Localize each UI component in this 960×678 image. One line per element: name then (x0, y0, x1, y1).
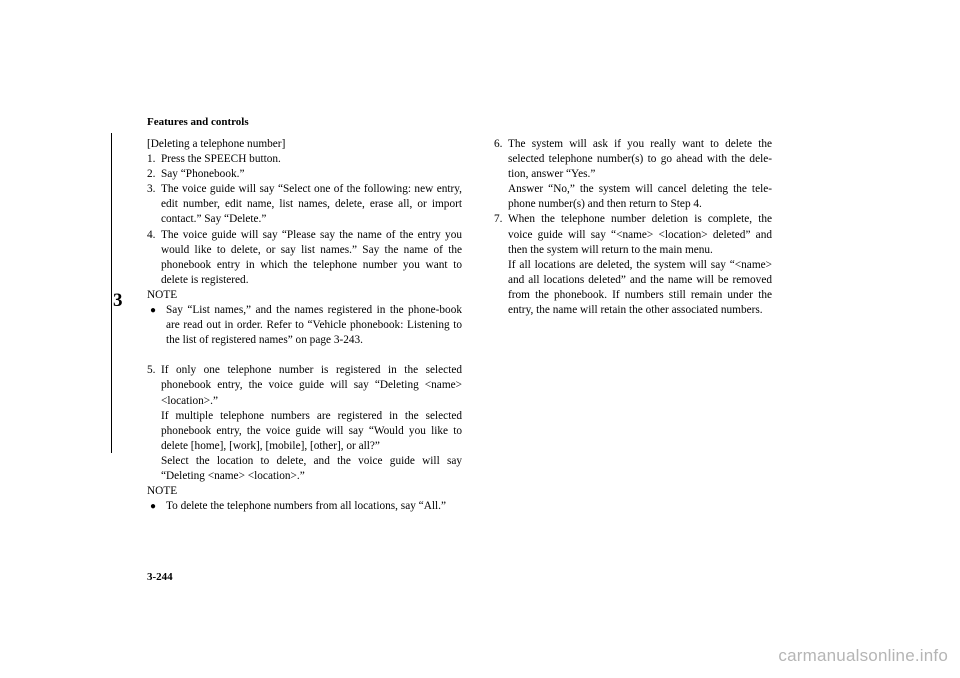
step-number: 2. (147, 168, 156, 181)
step-text: The voice guide will say “Select one of the following: new entry, edit number, edit name, list names, delete, erase all, or import contact.” Say “Delete.” (161, 183, 462, 226)
bullet-icon: ● (150, 501, 157, 513)
bullet-icon: ● (150, 305, 157, 317)
chapter-tab-rule (111, 133, 112, 453)
step-number: 5. (147, 364, 156, 377)
left-column (147, 137, 462, 514)
section-header: Features and controls (147, 116, 249, 128)
step-paragraph: If multiple telephone numbers are registered in the selected phonebook entry, the voice guide will say “Would you like to delete [home], [work], [mobile], [other], or all?” (161, 409, 462, 452)
page-number: 3-244 (147, 571, 173, 583)
spacer (147, 348, 462, 363)
step-text: If only one telephone number is registered in the selected phonebook entry, the voice guide will say “Deleting <name> <location>.” (161, 364, 462, 407)
step-number: 3. (147, 183, 156, 196)
step-paragraph: Select the location to delete, and the voice guide will say “Deleting <name> <location>.” (161, 454, 462, 482)
step-text: The voice guide will say “Please say the name of the entry you would like to delete, or say list names.” Say the name of the phonebook entry in which the telephone number you want to delete is registered. (161, 228, 462, 286)
step-number: 1. (147, 153, 156, 166)
step-4 (147, 228, 462, 288)
step-paragraph: If all locations are deleted, the system will say “<name> and all locations deleted” and the name will be removed from the phonebook. If numbers still remain under the entry, the name will retain the other associated numbers. (508, 258, 772, 317)
step-text: When the telephone number deletion is complete, the voice guide will say “<name> <location> deleted” and then the system will return to the main menu. (508, 213, 772, 256)
step-text: Say “Phonebook.” (161, 168, 245, 181)
step-3 (147, 182, 462, 227)
step-text: Press the SPEECH button. (161, 153, 281, 166)
note-text: To delete the telephone numbers from all locations, say “All.” (166, 500, 446, 513)
step-number: 6. (494, 138, 503, 150)
step-7 (494, 212, 772, 318)
note-item (152, 499, 462, 514)
step-text: The system will ask if you really want to delete the selected telephone number(s) to go ahead with the dele-tion, answer “Yes.” (508, 138, 772, 181)
chapter-number: 3 (113, 290, 123, 311)
note-text: Say “List names,” and the names registered in the phone-book are read out in order. Refer to “Vehicle phonebook: Listening to the list of registered names” on page 3-243. (166, 304, 462, 347)
step-5 (147, 363, 462, 484)
step-paragraph: Answer “No,” the system will cancel deleting the tele-phone number(s) and then return to Step 4. (508, 183, 772, 211)
step-2 (147, 167, 462, 182)
right-column (494, 137, 772, 318)
section-heading: [Deleting a telephone number] (147, 138, 286, 150)
step-1 (147, 152, 462, 167)
note-item (152, 303, 462, 348)
note-label: NOTE (147, 288, 178, 301)
step-6 (494, 137, 772, 212)
step-number: 7. (494, 213, 503, 226)
step-number: 4. (147, 228, 156, 241)
note-label: NOTE (147, 485, 178, 498)
watermark: carmanualsonline.info (778, 646, 948, 665)
